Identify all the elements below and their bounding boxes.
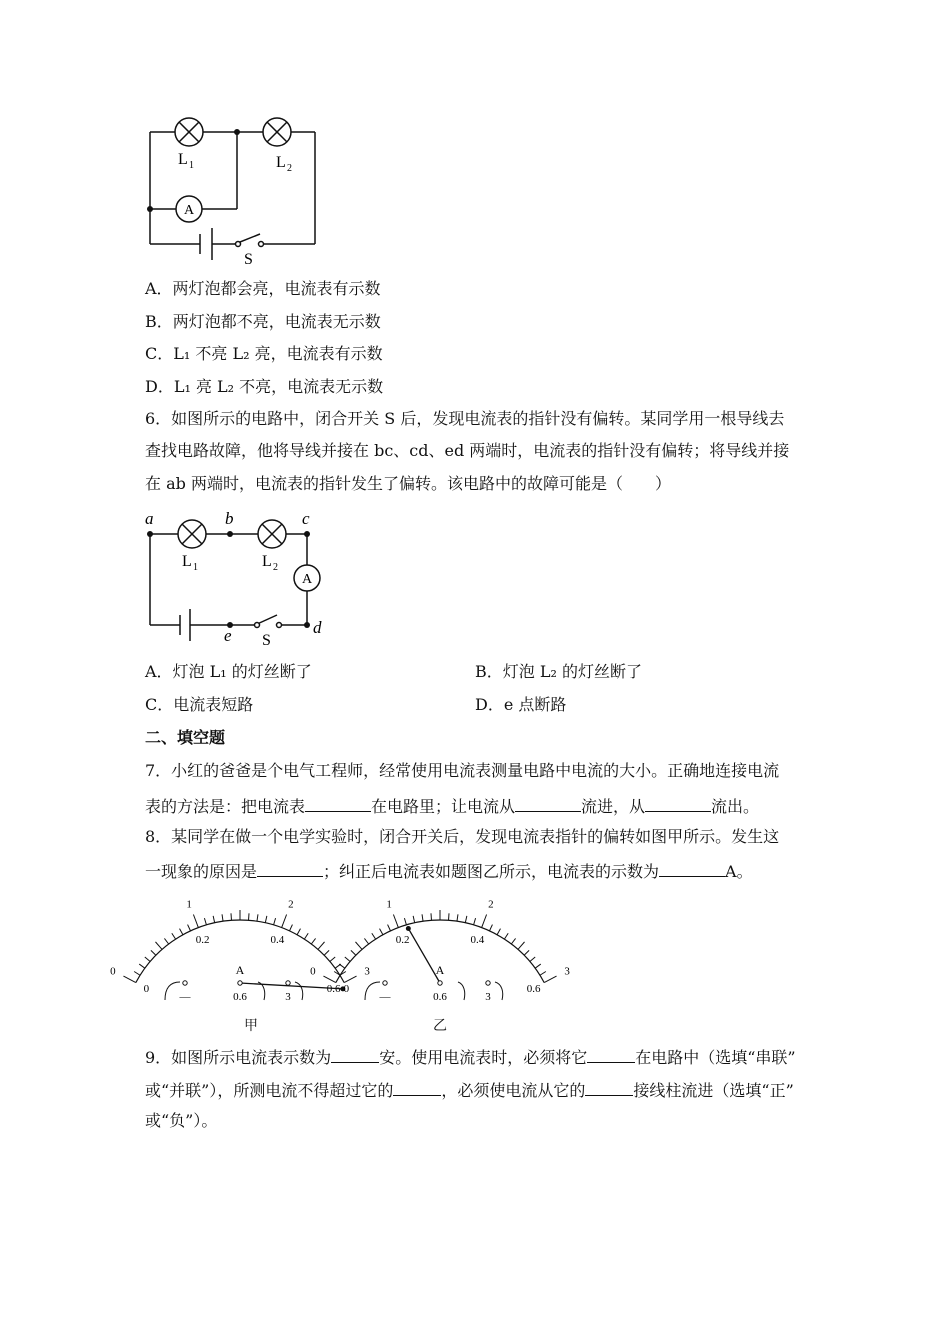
meter-left-terminal-1 — [238, 981, 242, 985]
meter-right-tick — [540, 972, 546, 976]
meter-right-outer-label: 0 — [310, 965, 316, 978]
meter-right-tick — [380, 929, 383, 935]
meter-left-tick — [289, 925, 292, 931]
meter-right-inner-label: 0 — [343, 983, 350, 996]
meter-left-tick — [249, 913, 250, 920]
meter-left-terminal-2 — [286, 981, 290, 985]
meter-right-bracket-mid — [458, 982, 465, 1000]
q6-option-c: C．电流表短路 — [145, 695, 254, 714]
node-b-label: b — [225, 509, 234, 528]
q8-stem-line2 — [145, 860, 753, 882]
q9-stem-line2 — [145, 1079, 794, 1101]
node-e-label: e — [224, 626, 232, 645]
meter-right-bracket-left — [365, 982, 380, 1000]
lamp2b-label: L — [262, 553, 272, 570]
meter-right-outer-label: 3 — [564, 965, 570, 978]
meter-right-terminal-label: 0.6 — [433, 991, 447, 1003]
meter-left-outer-label: 1 — [186, 898, 192, 911]
meter-left-tick — [164, 938, 168, 944]
q6-stem-line3: 在 ab 两端时，电流表的指针发生了偏转。该电路中的故障可能是（ ） — [145, 474, 671, 493]
meter-right-unit-label: A — [435, 963, 445, 977]
meter-left-terminal-label: — — [179, 991, 191, 1003]
meter-right-inner-label: 0.2 — [395, 933, 410, 946]
meter-right-tick — [511, 938, 515, 944]
q7-stem-line1: 7．小红的爸爸是个电气工程师，经常使用电流表测量电路中电流的大小。正确地连接电流 — [145, 761, 780, 780]
meter-right-tick — [355, 942, 362, 950]
q7-text-d: 流出。 — [711, 797, 760, 816]
meter-right-terminal-1 — [438, 981, 442, 985]
meter-left-tick — [123, 976, 135, 983]
lamp1-label: L — [178, 151, 188, 168]
meter-right-terminal-2 — [486, 981, 490, 985]
q7-blank-2[interactable] — [515, 795, 581, 812]
meter-right-tick — [535, 964, 541, 968]
q6-stem-line1: 6．如图所示的电路中，闭合开关 S 后，发现电流表的指针没有偏转。某同学用一根导线去 — [145, 409, 785, 428]
meter-right-tick — [474, 918, 476, 925]
section-title: 二、填空题 — [145, 728, 226, 747]
meter-left-tick — [311, 938, 315, 944]
q8-text-b: ；纠正后电流表如题图乙所示，电流表的示数为 — [323, 862, 660, 881]
meter-left-tick — [330, 957, 335, 962]
q9-text-f: 接线柱流进（选填“正” — [633, 1081, 794, 1100]
lamp1b-subscript: 1 — [193, 562, 198, 573]
meter-left-tick — [231, 913, 232, 920]
q7-text-b: 在电路里；让电流从 — [371, 797, 516, 816]
q9-text-e: ，必须使电流从它的 — [441, 1081, 586, 1100]
q5-option-a: A．两灯泡都会亮，电流表有示数 — [145, 279, 381, 298]
meter-left-inner-label: 0.2 — [195, 933, 210, 946]
meter-left-terminal-0 — [183, 981, 187, 985]
meter-right-tick — [364, 938, 368, 944]
meter-left-terminal-label: 0.6 — [233, 991, 247, 1003]
meter-left-tick — [304, 933, 308, 939]
q6-option-d: D．e 点断路 — [475, 695, 567, 714]
ammeter-dial-left — [110, 888, 370, 1018]
meter-right-outer-label: 1 — [386, 898, 392, 911]
meter-right-tick — [457, 914, 458, 921]
lamp2b-subscript: 2 — [273, 562, 278, 573]
q9-text-c: 在电路中（选填“串联” — [635, 1048, 796, 1067]
q8-blank-1[interactable] — [257, 860, 323, 877]
meter-right-tick — [345, 957, 350, 962]
meter-right-tick — [449, 913, 450, 920]
meter-right-tick — [351, 950, 356, 955]
meter-right-tick — [413, 916, 415, 923]
ammeter-dial-right — [310, 888, 570, 1018]
meter-left-tick — [172, 933, 176, 939]
meter-left-outer-label: 0 — [110, 965, 116, 978]
meter-left-tick — [145, 957, 150, 962]
lamp2-label: L — [276, 154, 286, 171]
q7-blank-1[interactable] — [305, 795, 371, 812]
ammeter-label: A — [183, 203, 195, 218]
meter-left-tick — [222, 914, 223, 921]
q7-text-c: 流进，从 — [581, 797, 646, 816]
q7-blank-3[interactable] — [645, 795, 711, 812]
meter-left-bracket-right — [295, 982, 303, 1000]
meter-left-inner-label: 0.4 — [270, 933, 285, 946]
meter-right-tick — [530, 957, 535, 962]
meter-right-tick — [497, 929, 500, 935]
circuit-diagram-1 — [140, 112, 340, 272]
meter-right-tick — [404, 918, 406, 925]
meter-left-tick — [282, 914, 287, 927]
switch2-label: S — [262, 632, 271, 649]
meter-right-terminal-label: 3 — [485, 991, 491, 1003]
meter-left-tick — [213, 916, 215, 923]
meter-right-tick — [482, 914, 487, 927]
meter-right-inner-label: 0.6 — [526, 983, 541, 996]
q6-option-a: A．灯泡 L₁ 的灯丝断了 — [145, 662, 312, 681]
meter-left-tick — [193, 914, 198, 927]
meter-left-bracket-left — [165, 982, 180, 1000]
meter-right-tick — [393, 914, 398, 927]
meter-left-tick — [134, 972, 140, 976]
lamp2-subscript: 2 — [287, 163, 292, 174]
meter-right-tick — [465, 916, 467, 923]
meter-left-tick — [139, 964, 145, 968]
q8-blank-2[interactable] — [659, 860, 725, 877]
q8-stem-line1: 8．某同学在做一个电学实验时，闭合开关后，发现电流表指针的偏转如图甲所示。发生这 — [145, 827, 780, 846]
meter-left-tick — [151, 950, 156, 955]
meter-left-tick — [188, 925, 191, 931]
lamp1b-label: L — [182, 553, 192, 570]
caption-right: 乙 — [433, 1018, 447, 1034]
meter-right-needle — [408, 928, 440, 983]
meter-left-tick — [155, 942, 162, 950]
meter-right-inner-label: 0.4 — [470, 933, 485, 946]
meter-left-tick — [324, 950, 329, 955]
q7-text-a: 表的方法是：把电流表 — [145, 797, 306, 816]
meter-right-bracket-right — [495, 982, 503, 1000]
meter-left-outer-label: 3 — [364, 965, 370, 978]
meter-right-tick — [372, 933, 376, 939]
meter-right-terminal-0 — [383, 981, 387, 985]
meter-left-tick — [180, 929, 183, 935]
q5-option-d: D．L₁ 亮 L₂ 不亮，电流表无示数 — [145, 377, 384, 396]
q5-option-c: C．L₁ 不亮 L₂ 亮，电流表有示数 — [145, 344, 383, 363]
meter-left-tick — [318, 942, 325, 950]
meter-left-inner-label: 0.6 — [326, 983, 341, 996]
meter-right-tick — [544, 976, 556, 983]
q9-stem-line1 — [145, 1046, 796, 1068]
q9-blank-3[interactable] — [393, 1079, 441, 1096]
q9-text-a: 9．如图所示电流表示数为 — [145, 1048, 332, 1067]
meter-right-outer-label: 2 — [488, 898, 494, 911]
meter-left-tick — [265, 916, 267, 923]
q9-blank-1[interactable] — [331, 1046, 379, 1063]
meter-right-tick — [339, 964, 345, 968]
meter-right-tick — [431, 913, 432, 920]
meter-left-tick — [257, 914, 258, 921]
meter-left-unit-label: A — [235, 963, 245, 977]
caption-left: 甲 — [244, 1018, 258, 1034]
meter-right-terminal-label: — — [379, 991, 391, 1003]
meter-left-tick — [297, 929, 300, 935]
q9-blank-4[interactable] — [585, 1079, 633, 1096]
meter-right-needle-tip — [406, 926, 411, 931]
q7-stem-line2 — [145, 795, 759, 817]
q9-stem-line3: 或“负”）。 — [145, 1111, 218, 1130]
meter-left-inner-label: 0 — [143, 983, 150, 996]
q9-text-d: 或“并联”），所测电流不得超过它的 — [145, 1081, 394, 1100]
node-a-label: a — [145, 509, 154, 528]
meter-right-tick — [422, 914, 423, 921]
meter-left-tick — [204, 918, 206, 925]
q8-text-a: 一现象的原因是 — [145, 862, 258, 881]
meter-right-tick — [504, 933, 508, 939]
node-d-label: d — [313, 618, 322, 637]
meter-left-outer-label: 2 — [288, 898, 294, 911]
circuit-diagram-2 — [140, 505, 340, 650]
meter-right-tick — [518, 942, 525, 950]
meter-right-tick — [489, 925, 492, 931]
lamp1-subscript: 1 — [189, 160, 194, 171]
q6-option-b: B．灯泡 L₂ 的灯丝断了 — [475, 662, 642, 681]
meter-left-terminal-label: 3 — [285, 991, 291, 1003]
switch-label: S — [244, 251, 253, 268]
meter-right-tick — [388, 925, 391, 931]
meter-left-tick — [274, 918, 276, 925]
q5-option-b: B．两灯泡都不亮，电流表无示数 — [145, 312, 381, 331]
node-c-label: c — [302, 509, 310, 528]
ammeter2-label: A — [301, 572, 313, 587]
q6-stem-line2: 查找电路故障，他将导线并接在 bc、cd、ed 两端时，电流表的指针没有偏转；将导线并接 — [145, 441, 790, 460]
q9-blank-2[interactable] — [587, 1046, 635, 1063]
q9-text-b: 安。使用电流表时，必须将它 — [379, 1048, 588, 1067]
q8-text-c: A。 — [725, 862, 753, 881]
meter-right-tick — [524, 950, 529, 955]
